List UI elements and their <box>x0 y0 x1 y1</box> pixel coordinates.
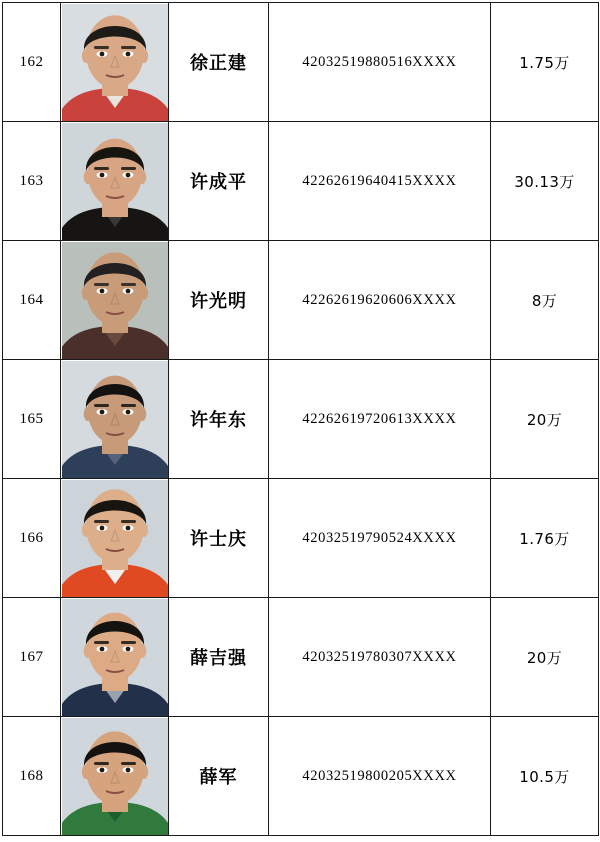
table-row <box>3 241 599 360</box>
row-photo-cell <box>61 241 169 360</box>
row-index: 165 <box>3 360 61 479</box>
row-index: 167 <box>3 598 61 717</box>
row-name: 许光明 <box>169 241 269 360</box>
row-name: 许士庆 <box>169 479 269 598</box>
row-name: 徐正建 <box>169 3 269 122</box>
row-photo-cell <box>61 3 169 122</box>
row-amount: 30.13万 <box>491 122 599 241</box>
row-id-number: 42032519880516XXXX <box>269 3 491 122</box>
row-name: 许成平 <box>169 122 269 241</box>
table-row <box>3 122 599 241</box>
row-id-number: 42032519800205XXXX <box>269 717 491 836</box>
roster-table <box>2 2 599 836</box>
portrait-photo <box>62 718 168 835</box>
row-index: 162 <box>3 3 61 122</box>
roster-table-body <box>3 3 599 836</box>
portrait-photo <box>62 599 168 716</box>
row-index: 163 <box>3 122 61 241</box>
portrait-photo <box>62 361 168 478</box>
row-id-number: 42262619720613XXXX <box>269 360 491 479</box>
row-name: 许年东 <box>169 360 269 479</box>
table-row <box>3 479 599 598</box>
row-photo-cell <box>61 122 169 241</box>
table-row <box>3 598 599 717</box>
portrait-photo <box>62 123 168 240</box>
row-photo-cell <box>61 598 169 717</box>
document-page <box>0 2 600 842</box>
row-photo-cell <box>61 717 169 836</box>
portrait-photo <box>62 480 168 597</box>
row-amount: 1.76万 <box>491 479 599 598</box>
row-amount: 10.5万 <box>491 717 599 836</box>
table-row <box>3 717 599 836</box>
table-row <box>3 3 599 122</box>
row-id-number: 42262619620606XXXX <box>269 241 491 360</box>
row-photo-cell <box>61 360 169 479</box>
row-amount: 20万 <box>491 598 599 717</box>
row-index: 166 <box>3 479 61 598</box>
row-index: 164 <box>3 241 61 360</box>
row-id-number: 42032519790524XXXX <box>269 479 491 598</box>
portrait-photo <box>62 4 168 121</box>
table-row <box>3 360 599 479</box>
row-photo-cell <box>61 479 169 598</box>
row-id-number: 42032519780307XXXX <box>269 598 491 717</box>
row-amount: 8万 <box>491 241 599 360</box>
row-name: 薛吉强 <box>169 598 269 717</box>
row-amount: 20万 <box>491 360 599 479</box>
row-amount: 1.75万 <box>491 3 599 122</box>
row-index: 168 <box>3 717 61 836</box>
row-id-number: 42262619640415XXXX <box>269 122 491 241</box>
row-name: 薛军 <box>169 717 269 836</box>
portrait-photo <box>62 242 168 359</box>
